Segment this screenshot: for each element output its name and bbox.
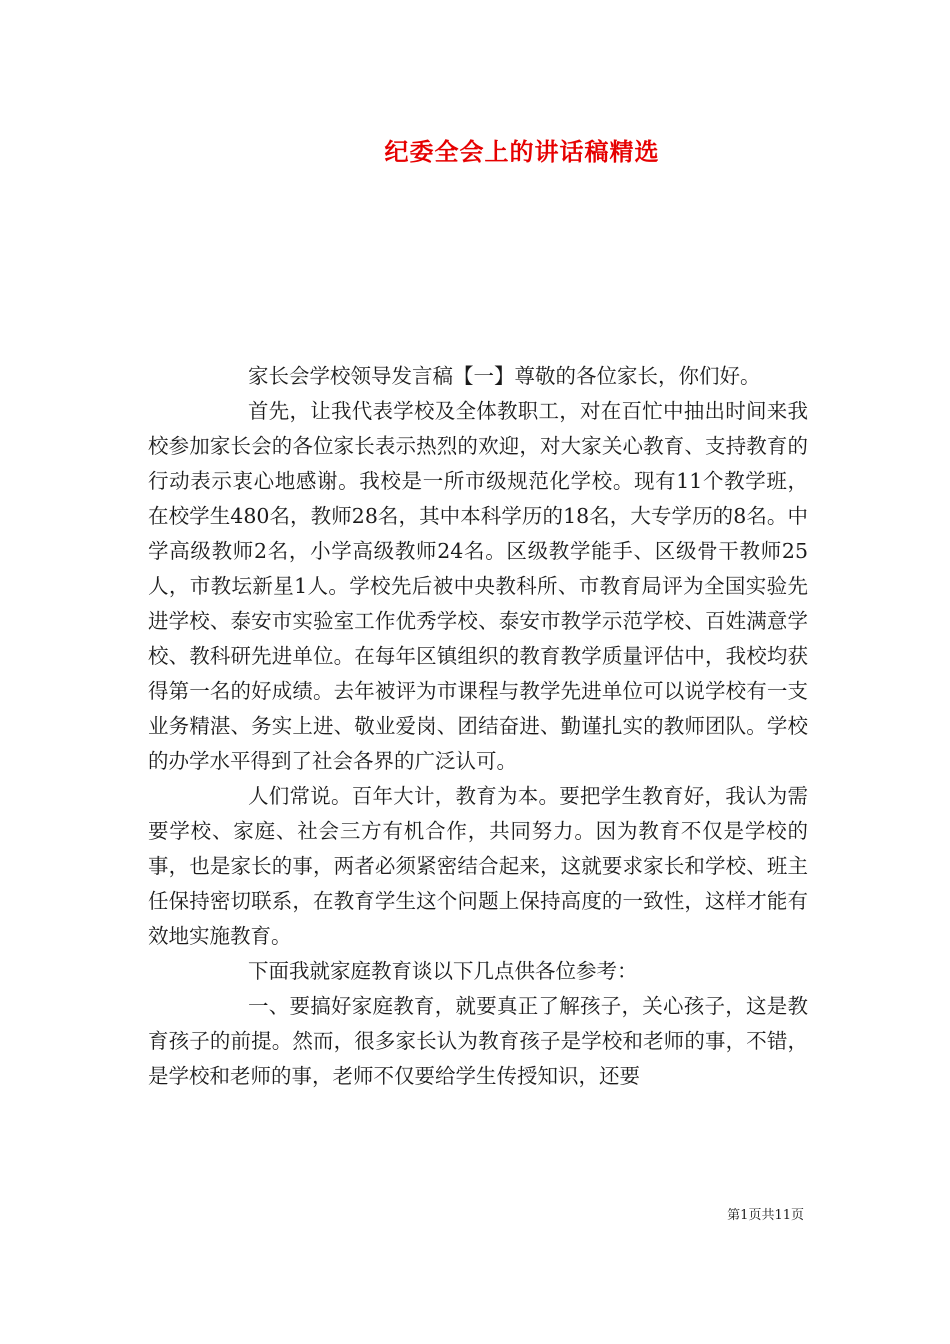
document-body: [148, 359, 808, 1094]
paragraph: 首先，让我代表学校及全体教职工，对在百忙中抽出时间来我校参加家长会的各位家长表示热烈的欢迎，对大家关心教育、支持教育的行动表示衷心地感谢。我校是一所市级规范化学校。现有11个教学班，在校学生480名，教师28名，其中本科学历的18名，大专学历的8名。中学高级教师2名，小学高级教师24名。区级教学能手、区级骨干教师25人，市教坛新星1人。学校先后被中央教科所、市教育局评为全国实验先进学校、泰安市实验室工作优秀学校、泰安市教学示范学校、百姓满意学校、教科研先进单位。在每年区镇组织的教育教学质量评估中，我校均获得第一名的好成绩。去年被评为市课程与教学先进单位可以说学校有一支业务精湛、务实上进、敬业爱岗、团结奋进、勤谨扎实的教师团队。学校的办学水平得到了社会各界的广泛认可。: [148, 399, 808, 773]
paragraph: 人们常说。百年大计，教育为本。要把学生教育好，我认为需要学校、家庭、社会三方有机合作，共同努力。因为教育不仅是学校的事，也是家长的事，两者必须紧密结合起来，这就要求家长和学校、班主任保持密切联系，在教育学生这个问题上保持高度的一致性，这样才能有效地实施教育。: [148, 784, 808, 948]
paragraph: 一、要搞好家庭教育，就要真正了解孩子，关心孩子，这是教育孩子的前提。然而，很多家长认为教育孩子是学校和老师的事，不错，是学校和老师的事，老师不仅要给学生传授知识，还要: [148, 994, 808, 1088]
document-title: 纪委全会上的讲话稿精选: [384, 138, 660, 166]
paragraph: 家长会学校领导发言稿【一】尊敬的各位家长，你们好。: [248, 364, 761, 388]
page-number: 第1页共11页: [727, 1208, 804, 1223]
paragraph: 下面我就家庭教育谈以下几点供各位参考：: [248, 959, 638, 983]
